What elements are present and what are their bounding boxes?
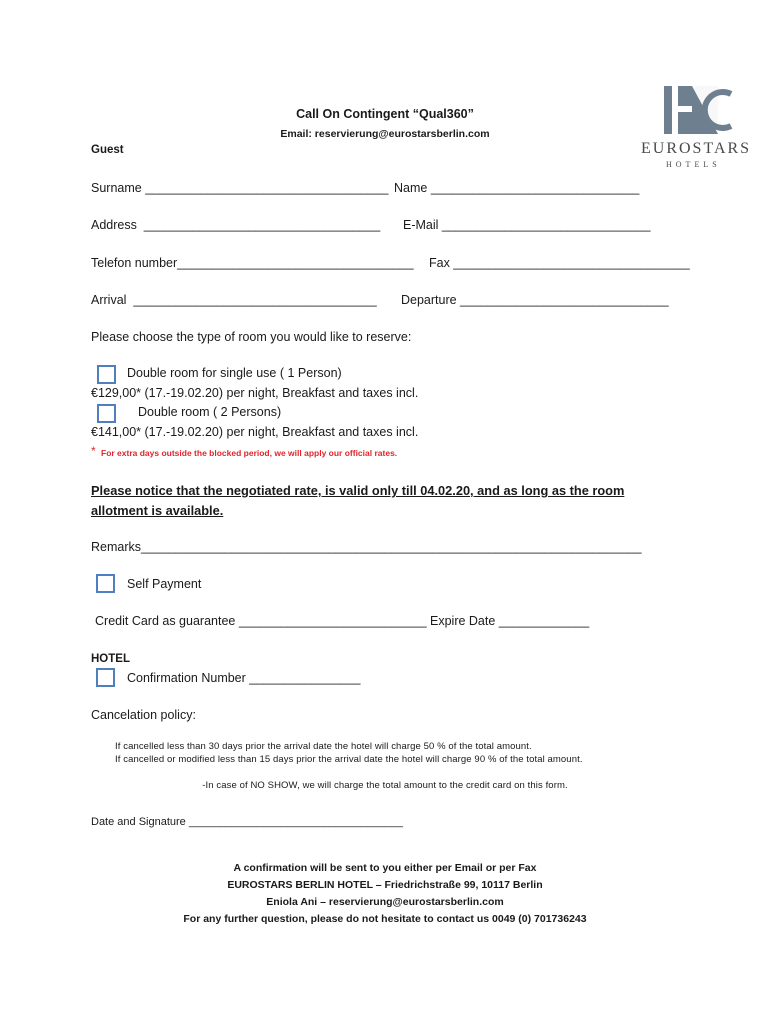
form-title: Call On Contingent “Qual360”	[296, 107, 474, 121]
logo-brand: EUROSTARS	[641, 140, 752, 157]
single-room-checkbox[interactable]	[97, 365, 116, 384]
credit-card-field[interactable]: Credit Card as guarantee ___________________________ Expire Date _____________	[95, 614, 590, 628]
telefon-field[interactable]: Telefon number__________________________________	[91, 256, 414, 270]
extra-days-note: For extra days outside the blocked period, we will apply our official rates.	[101, 448, 398, 458]
double-room-rate: €141,00* (17.-19.02.20) per night, Breakfast and taxes incl.	[91, 425, 419, 439]
rate-notice-line1: Please notice that the negotiated rate, is valid only till 04.02.20, and as long as the room	[91, 483, 625, 498]
name-field[interactable]: Name ______________________________	[394, 181, 640, 195]
address-field[interactable]: Address __________________________________	[91, 218, 381, 232]
self-payment-label: Self Payment	[127, 577, 202, 591]
self-payment-checkbox[interactable]	[96, 574, 115, 593]
footer-confirmation: A confirmation will be sent to you either per Email or per Fax	[233, 862, 537, 874]
logo-sub: HOTELS	[666, 160, 721, 169]
arrival-field[interactable]: Arrival ___________________________________	[91, 293, 377, 307]
fax-field[interactable]: Fax __________________________________	[429, 256, 690, 270]
signature-field[interactable]: Date and Signature ___________________________________	[91, 816, 403, 828]
remarks-field[interactable]: Remarks________________________________________________________________________	[91, 540, 642, 554]
double-room-checkbox[interactable]	[97, 404, 116, 423]
cancel-policy-line2: If cancelled or modified less than 15 days prior the arrival date the hotel will charge 90 % of the total amount.	[115, 754, 583, 765]
hotel-heading: HOTEL	[91, 653, 130, 665]
double-room-label: Double room ( 2 Persons)	[138, 405, 282, 419]
no-show-policy: -In case of NO SHOW, we will charge the total amount to the credit card on this form.	[202, 780, 568, 791]
cancelation-heading: Cancelation policy:	[91, 708, 196, 722]
confirmation-number-field[interactable]: Confirmation Number ________________	[127, 671, 361, 685]
room-prompt: Please choose the type of room you would like to reserve:	[91, 330, 412, 344]
guest-heading: Guest	[91, 144, 124, 156]
email-field[interactable]: E-Mail ______________________________	[403, 218, 651, 232]
departure-field[interactable]: Departure ______________________________	[401, 293, 669, 307]
single-room-label: Double room for single use ( 1 Person)	[127, 366, 342, 380]
rate-notice-line2: allotment is available.	[91, 503, 224, 518]
single-room-rate: €129,00* (17.-19.02.20) per night, Breakfast and taxes incl.	[91, 386, 419, 400]
cancel-policy-line1: If cancelled less than 30 days prior the arrival date the hotel will charge 50 % of the total amount.	[115, 741, 532, 752]
confirmation-checkbox[interactable]	[96, 668, 115, 687]
asterisk-mark: *	[91, 444, 96, 458]
reservation-email: Email: reservierung@eurostarsberlin.com	[280, 128, 490, 140]
footer-address: EUROSTARS BERLIN HOTEL – Friedrichstraße 99, 10117 Berlin	[227, 879, 543, 891]
surname-field[interactable]: Surname ___________________________________	[91, 181, 389, 195]
footer-contact: Eniola Ani – reservierung@eurostarsberlin.com	[266, 896, 504, 908]
footer-phone: For any further question, please do not hesitate to contact us 0049 (0) 701736243	[183, 913, 587, 925]
